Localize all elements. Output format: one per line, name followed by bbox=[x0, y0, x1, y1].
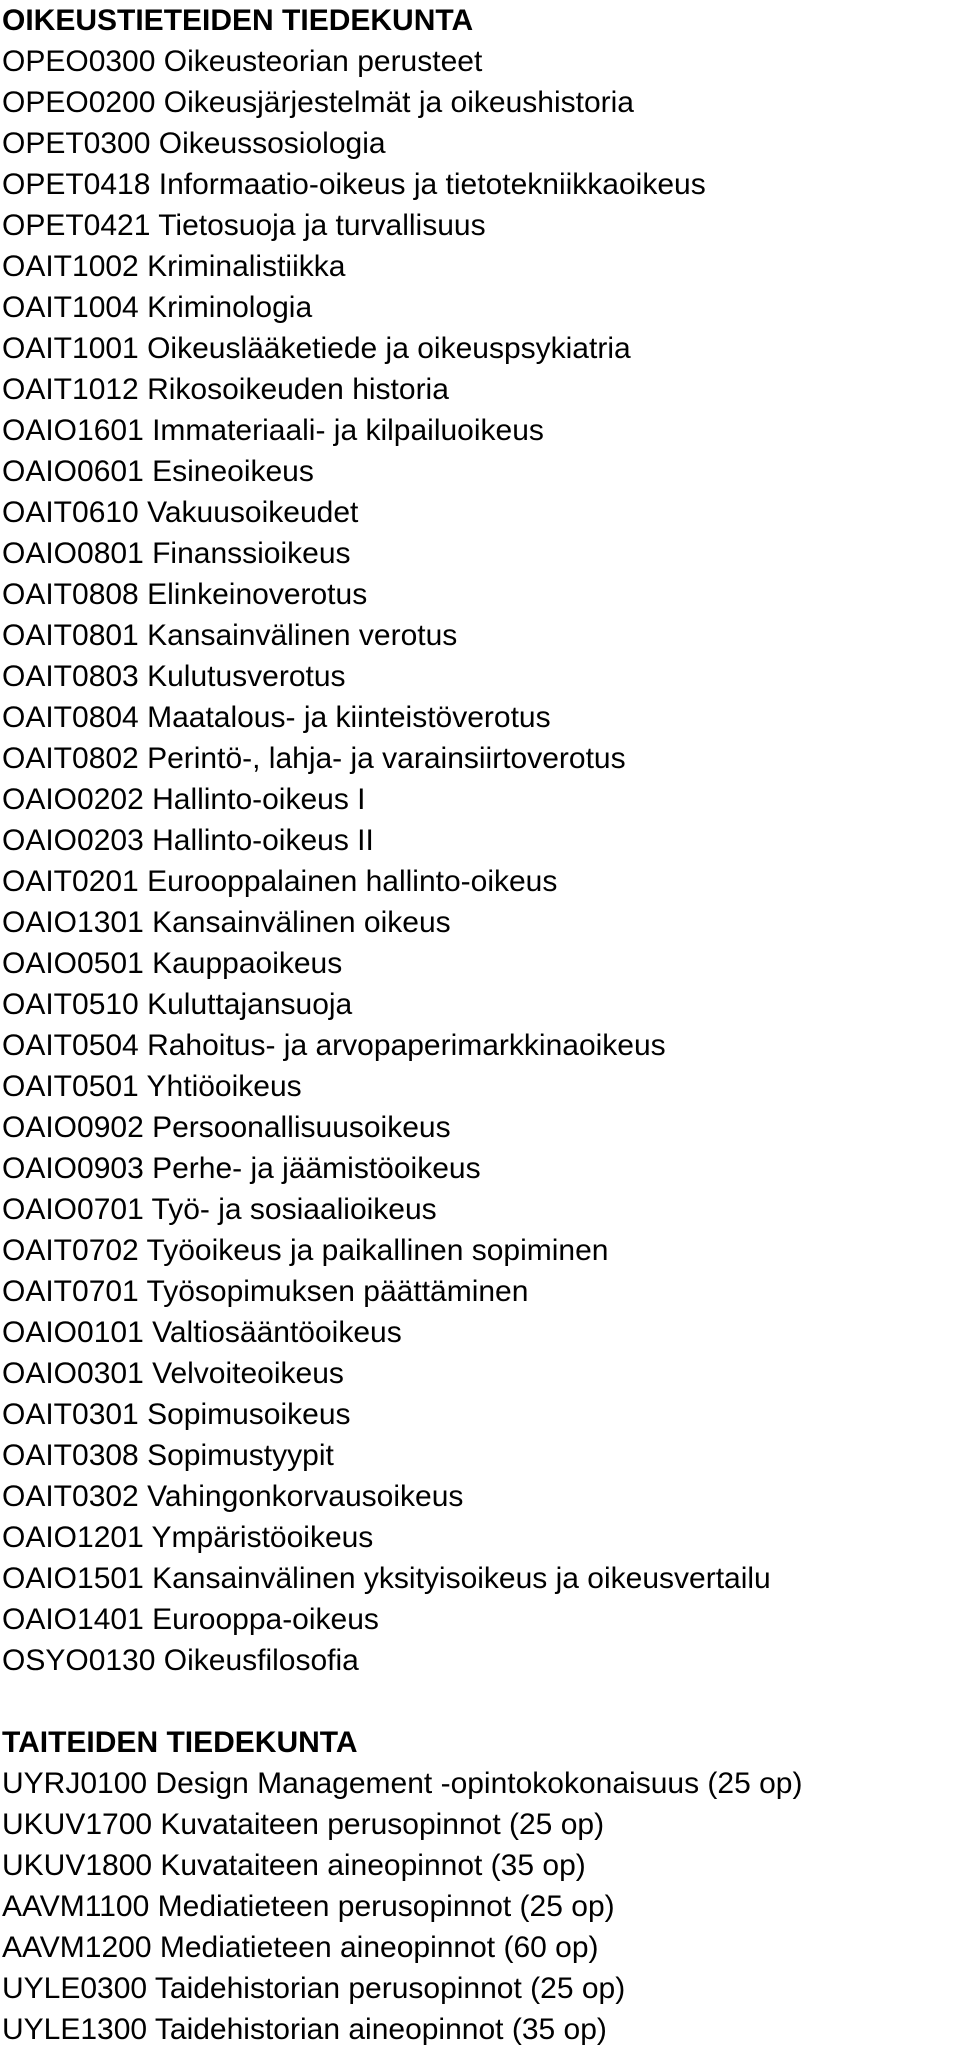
course-item: UKUV1700 Kuvataiteen perusopinnot (25 op) bbox=[2, 1808, 605, 1841]
course-item: OAIO1201 Ympäristöoikeus bbox=[2, 1521, 374, 1554]
course-item: OAIT1012 Rikosoikeuden historia bbox=[2, 373, 449, 406]
course-item: OAIO0203 Hallinto-oikeus II bbox=[2, 824, 374, 857]
course-item: OAIO1601 Immateriaali- ja kilpailuoikeus bbox=[2, 414, 544, 447]
course-item: OAIT0301 Sopimusoikeus bbox=[2, 1398, 351, 1431]
course-item: OPET0300 Oikeussosiologia bbox=[2, 127, 386, 160]
course-item: OAIT1001 Oikeuslääketiede ja oikeuspsykiatria bbox=[2, 332, 631, 365]
course-item: OAIO0903 Perhe- ja jäämistöoikeus bbox=[2, 1152, 481, 1185]
course-item: OAIT0701 Työsopimuksen päättäminen bbox=[2, 1275, 529, 1308]
course-item: OAIT0302 Vahingonkorvausoikeus bbox=[2, 1480, 464, 1513]
course-item: OAIT0808 Elinkeinoverotus bbox=[2, 578, 368, 611]
course-item: OAIT0201 Eurooppalainen hallinto-oikeus bbox=[2, 865, 558, 898]
course-item: OAIT0610 Vakuusoikeudet bbox=[2, 496, 359, 529]
course-item: OPEO0300 Oikeusteorian perusteet bbox=[2, 45, 483, 78]
course-item: OAIO0902 Persoonallisuusoikeus bbox=[2, 1111, 451, 1144]
course-item: OAIO0701 Työ- ja sosiaalioikeus bbox=[2, 1193, 437, 1226]
section-oikeustieteiden bbox=[2, 0, 960, 1681]
section-heading: OIKEUSTIETEIDEN TIEDEKUNTA bbox=[2, 4, 474, 37]
course-item: UYLE0300 Taidehistorian perusopinnot (25 op) bbox=[2, 1972, 626, 2005]
course-item: OAIO1301 Kansainvälinen oikeus bbox=[2, 906, 451, 939]
course-item: OAIT0510 Kuluttajansuoja bbox=[2, 988, 353, 1021]
course-item: OAIT0802 Perintö-, lahja- ja varainsiirtoverotus bbox=[2, 742, 626, 775]
course-item: OPET0421 Tietosuoja ja turvallisuus bbox=[2, 209, 486, 242]
course-item: OAIT0308 Sopimustyypit bbox=[2, 1439, 334, 1472]
course-list bbox=[2, 1763, 960, 2050]
course-item: OAIT0702 Työoikeus ja paikallinen sopiminen bbox=[2, 1234, 609, 1267]
course-item: UKUV1800 Kuvataiteen aineopinnot (35 op) bbox=[2, 1849, 586, 1882]
course-item: OAIO1501 Kansainvälinen yksityisoikeus ja oikeusvertailu bbox=[2, 1562, 771, 1595]
course-item: OAIO0801 Finanssioikeus bbox=[2, 537, 351, 570]
course-item: AAVM1200 Mediatieteen aineopinnot (60 op) bbox=[2, 1931, 599, 1964]
course-item: AAVM1100 Mediatieteen perusopinnot (25 op) bbox=[2, 1890, 615, 1923]
course-item: OAIO0501 Kauppaoikeus bbox=[2, 947, 343, 980]
course-item: OAIO0202 Hallinto-oikeus I bbox=[2, 783, 366, 816]
course-item: OAIO1401 Eurooppa-oikeus bbox=[2, 1603, 379, 1636]
course-item: OAIT0504 Rahoitus- ja arvopaperimarkkinaoikeus bbox=[2, 1029, 666, 1062]
course-item: UYRJ0100 Design Management -opintokokonaisuus (25 op) bbox=[2, 1767, 803, 1800]
course-item: OPET0418 Informaatio-oikeus ja tietotekniikkaoikeus bbox=[2, 168, 706, 201]
course-item: OAIT0501 Yhtiöoikeus bbox=[2, 1070, 302, 1103]
course-item: UYLE1300 Taidehistorian aineopinnot (35 op) bbox=[2, 2013, 607, 2046]
section-taiteiden bbox=[2, 1722, 960, 2050]
course-item: OAIT1002 Kriminalistiikka bbox=[2, 250, 346, 283]
course-item: OAIT0801 Kansainvälinen verotus bbox=[2, 619, 458, 652]
course-item: OSYO0130 Oikeusfilosofia bbox=[2, 1644, 359, 1677]
course-item: OAIT0804 Maatalous- ja kiinteistöverotus bbox=[2, 701, 551, 734]
course-item: OAIT1004 Kriminologia bbox=[2, 291, 313, 324]
course-item: OAIO0601 Esineoikeus bbox=[2, 455, 314, 488]
course-item: OAIO0101 Valtiosääntöoikeus bbox=[2, 1316, 402, 1349]
course-item: OAIT0803 Kulutusverotus bbox=[2, 660, 346, 693]
section-heading: TAITEIDEN TIEDEKUNTA bbox=[2, 1726, 358, 1759]
course-item: OAIO0301 Velvoiteoikeus bbox=[2, 1357, 344, 1390]
course-item: OPEO0200 Oikeusjärjestelmät ja oikeushistoria bbox=[2, 86, 634, 119]
course-list bbox=[2, 41, 960, 1681]
section-spacer bbox=[2, 1681, 960, 1722]
